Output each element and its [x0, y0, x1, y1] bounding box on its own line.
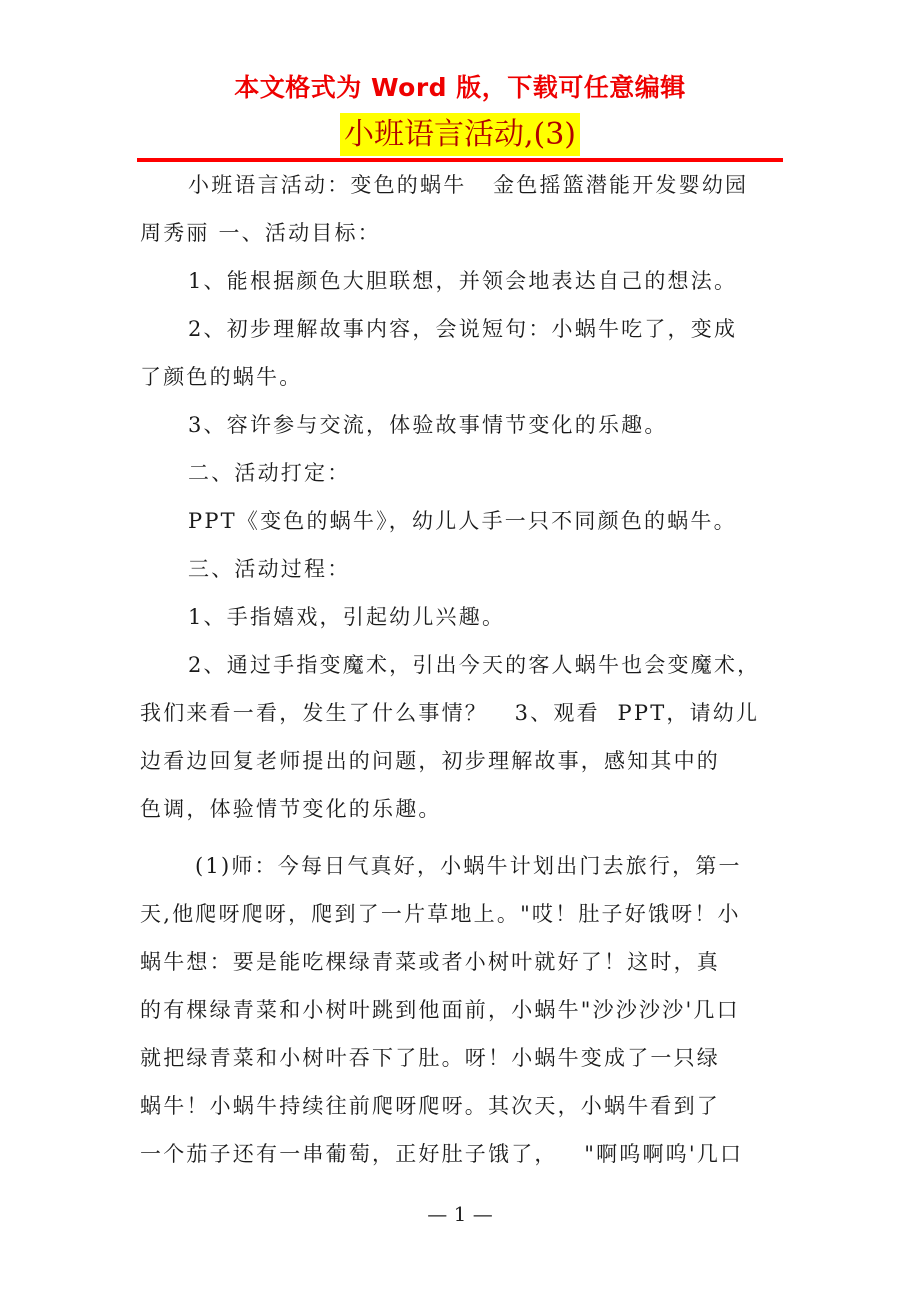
body-line: 蜗牛！小蜗牛持续往前爬呀爬呀。其次天，小蜗牛看到了: [140, 1094, 720, 1118]
page-number: — 1 —: [427, 1202, 493, 1226]
body-line: 一个茄子还有一串葡萄，正好肚子饿了， "啊呜啊呜'几口: [140, 1142, 744, 1166]
body-line: 2、初步理解故事内容，会说短句：小蜗牛吃了，变成: [188, 317, 738, 341]
download-notice-banner: 本文格式为 Word 版，下载可任意编辑: [234, 73, 686, 102]
body-line: PPT《变色的蜗牛》，幼儿人手一只不同颜色的蜗牛。: [188, 509, 737, 533]
body-line: 边看边回复老师提出的问题，初步理解故事，感知其中的: [140, 749, 720, 773]
body-line: 小班语言活动：变色的蜗牛 金色摇篮潜能开发婴幼园: [188, 173, 749, 197]
body-line: 1、能根据颜色大胆联想，并领会地表达自己的想法。: [188, 269, 738, 293]
title-container: [0, 113, 920, 156]
body-line: 1、手指嬉戏，引起幼儿兴趣。: [188, 605, 506, 629]
body-line: 三、活动过程：: [188, 557, 351, 581]
body-line: (1)师：今每日气真好，小蜗牛计划出门去旅行，第一: [195, 854, 742, 878]
body-line: 3、容许参与交流，体验故事情节变化的乐趣。: [188, 413, 668, 437]
body-line: 色调，体验情节变化的乐趣。: [140, 797, 442, 821]
body-line: 的有棵绿青菜和小树叶跳到他面前，小蜗牛"沙沙沙沙'几口: [140, 998, 740, 1022]
body-line: 天,他爬呀爬呀，爬到了一片草地上。"哎！肚子好饿呀！小: [140, 902, 741, 926]
body-line: 我们来看一看，发生了什么事情？ 3、观看 PPT，请幼儿: [140, 701, 760, 725]
body-line: 就把绿青菜和小树叶吞下了肚。呀！小蜗牛变成了一只绿: [140, 1046, 720, 1070]
body-line: 蜗牛想：要是能吃棵绿青菜或者小树叶就好了！这时，真: [140, 950, 720, 974]
body-line: 了颜色的蜗牛。: [140, 365, 303, 389]
document-title: 小班语言活动,(3): [340, 113, 580, 156]
body-line: 周秀丽 一、活动目标：: [140, 221, 381, 245]
body-line: 2、通过手指变魔术，引出今天的客人蜗牛也会变魔术，: [188, 653, 761, 677]
body-line: 二、活动打定：: [188, 461, 351, 485]
title-divider: [137, 158, 783, 162]
